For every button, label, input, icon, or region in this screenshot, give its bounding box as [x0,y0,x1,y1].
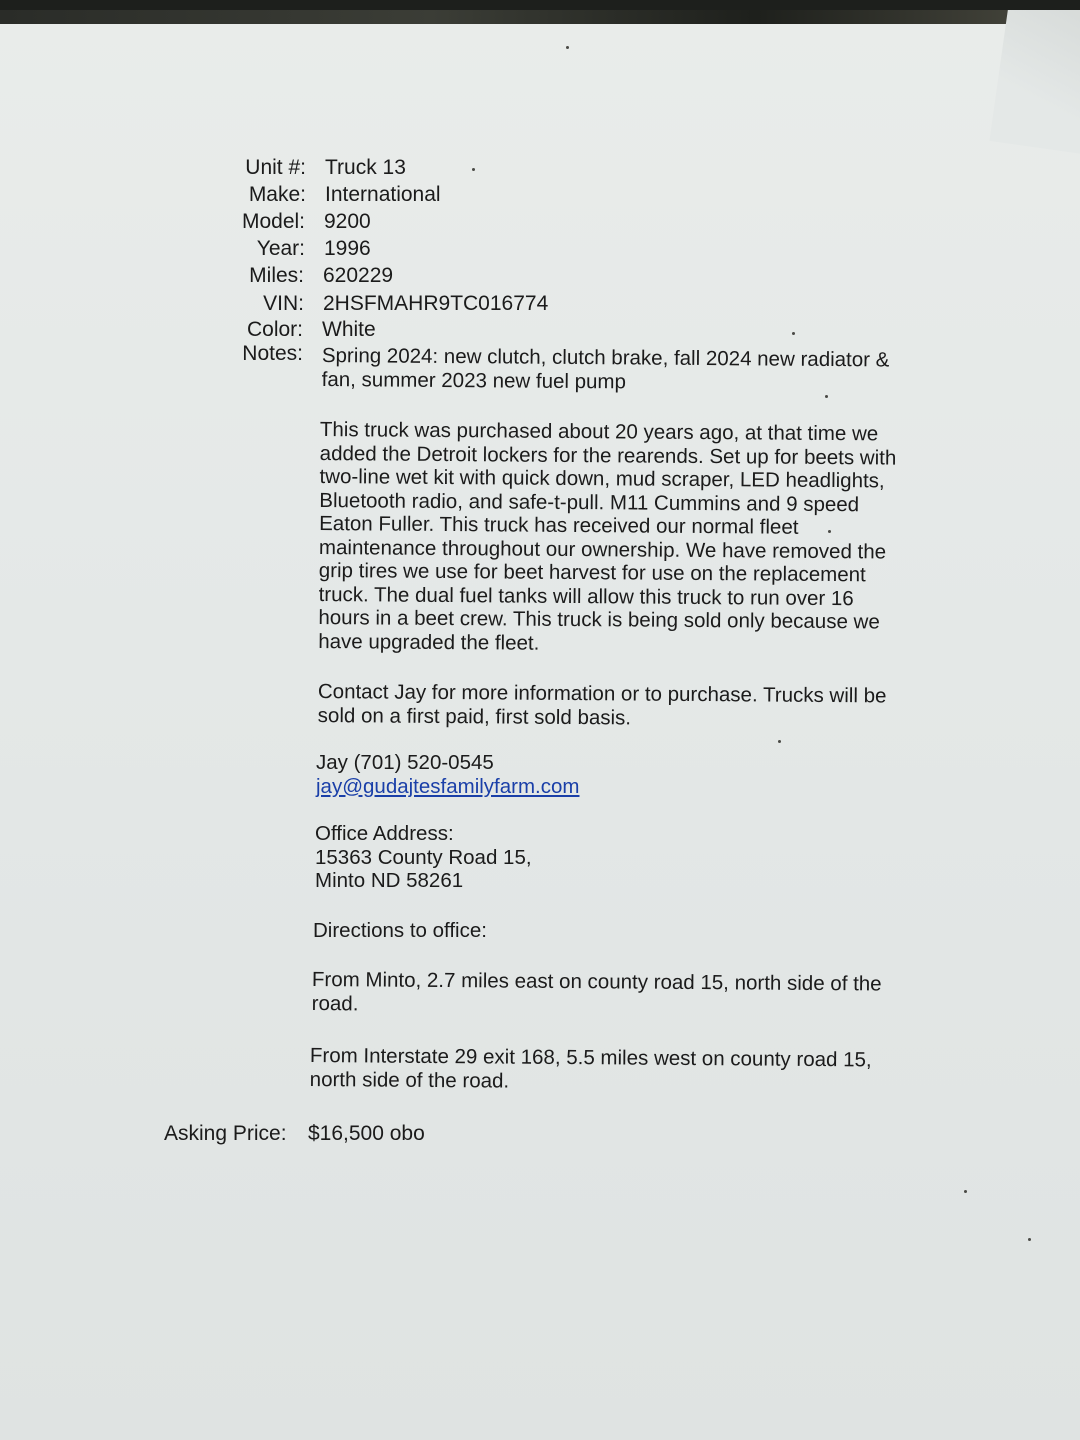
notes-label: Notes: [242,342,303,365]
contact-line: Contact Jay for more information or to purchase. Trucks will be [317,680,887,708]
spec-label: Unit #: [245,156,306,179]
spec-value: 1996 [324,237,371,260]
route-line: From Interstate 29 exit 168, 5.5 miles west on county road 15, [309,1044,872,1072]
spec-label: Color: [246,318,303,341]
description-line: hours in a beet crew. This truck is being sold only because we [318,605,880,634]
office-address [315,822,532,893]
description-line: two-line wet kit with quick down, mud scraper, LED headlights, [319,464,885,493]
speck [1028,1238,1031,1241]
phone-number: Jay (701) 520-0545 [316,751,494,774]
directions-route-interstate [310,1044,872,1095]
office-street: 15363 County Road 15, [315,845,532,869]
route-line: From Minto, 2.7 miles east on county road 15, north side of the [311,968,882,996]
email-link[interactable]: jay@gudajtesfamilyfarm.com [316,774,580,798]
spec-value: 9200 [324,210,371,233]
speck [778,740,781,743]
description-line: added the Detroit lockers for the rearends. Set up for beets with [319,441,897,470]
description-line: have upgraded the fleet. [318,629,540,655]
spec-value: White [322,318,376,341]
speck [566,46,569,49]
description-line: Eaton Fuller. This truck has received our normal fleet [319,511,799,539]
spec-label: Make: [248,183,306,206]
spec-label: Model: [241,210,305,233]
spec-value: Truck 13 [325,156,406,179]
office-city: Minto ND 58261 [315,869,464,892]
spec-value: 2HSFMAHR9TC016774 [323,292,549,315]
contact-details [316,751,579,798]
spec-value: International [325,183,441,206]
directions-heading [313,919,487,943]
office-heading: Office Address: [315,822,454,845]
spec-label: Miles: [249,264,304,287]
notes-line: fan, summer 2023 new fuel pump [321,367,627,393]
spec-value: 620229 [323,264,394,287]
speck [825,395,828,398]
contact-line: sold on a first paid, first sold basis. [317,703,632,729]
description-line: grip tires we use for beet harvest for use on the replacement [318,558,866,587]
asking-price-label: Asking Price: [164,1122,287,1145]
description-line: This truck was purchased about 20 years ago, at that time we [319,418,879,446]
spec-label: VIN: [263,292,304,315]
route-line: road. [311,991,359,1015]
description-paragraph [318,418,896,658]
route-line: north side of the road. [309,1067,510,1093]
background-edge [0,10,1080,24]
description-line: maintenance throughout our ownership. We have removed the [318,535,887,563]
paper-curl [989,10,1080,158]
notes-text [322,344,890,395]
directions-route-minto [312,968,882,1019]
spec-label: Year: [256,237,305,260]
notes-line: Spring 2024: new clutch, clutch brake, fall 2024 new radiator & [321,344,890,372]
speck [792,332,795,335]
directions-heading-text: Directions to office: [313,919,487,942]
speck [472,168,475,171]
contact-paragraph [318,680,887,731]
asking-price-value: $16,500 obo [308,1122,425,1145]
document-page [0,10,1080,1440]
speck [964,1190,967,1193]
description-line: Bluetooth radio, and safe-t-pull. M11 Cummins and 9 speed [319,488,860,516]
description-line: truck. The dual fuel tanks will allow this truck to run over 16 [318,582,854,610]
